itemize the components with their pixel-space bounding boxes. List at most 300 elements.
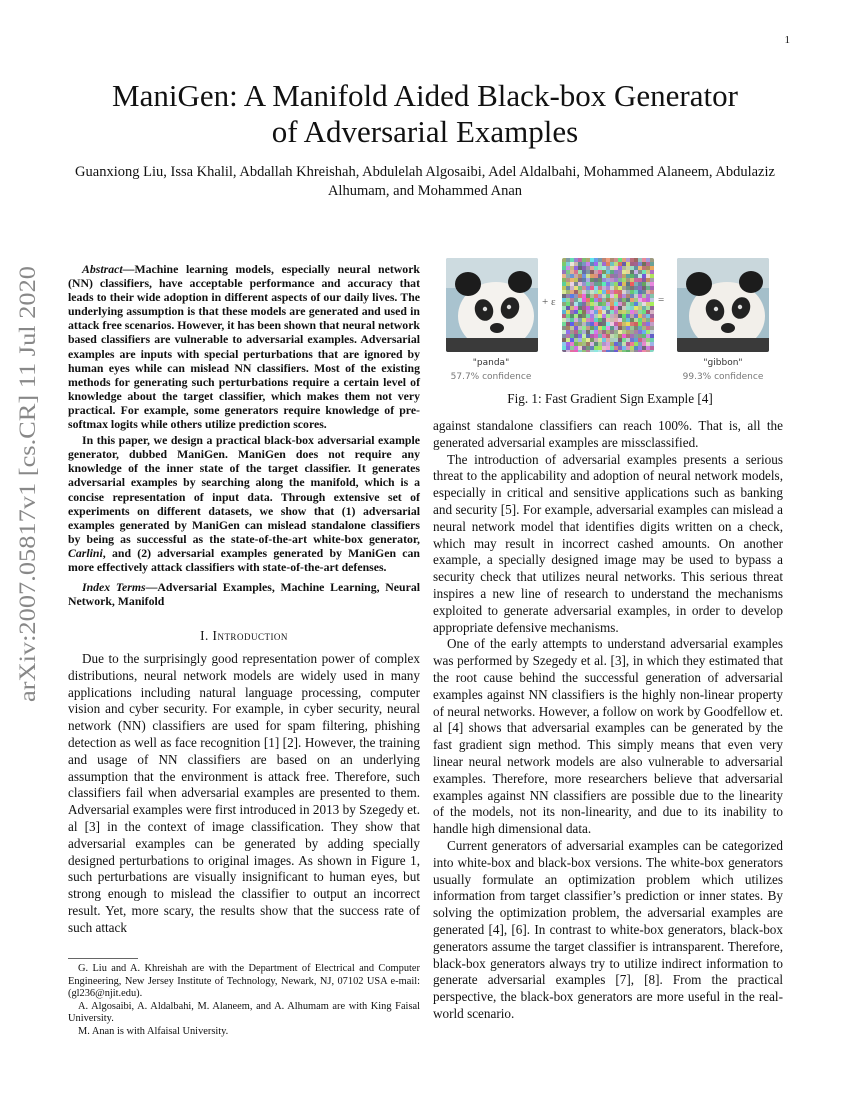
noise-pixel: [602, 314, 606, 318]
noise-pixel: [570, 306, 574, 310]
noise-pixel: [582, 318, 586, 322]
noise-pixel: [570, 298, 574, 302]
noise-pixel: [566, 342, 570, 346]
right-paragraph-1: The introduction of adversarial examples presents a serious threat to the applicability and adoption of neural network models, especially in critical and sensitive applications such as banking and security [5]. For example, adversarial examples can mislead a neural network model that identifies digits written on a check, which may result in incorrect cashed amounts. On another example, a specially designed image may be used to bypass a security check that utilizes neural networks. This serious threat inspires a new line of research to understand the mechanisms exploited to generate adversarial examples, in order to develop appropriate defensive mechanisms.: [433, 451, 783, 635]
noise-pixel: [594, 334, 598, 338]
noise-pixel: [594, 314, 598, 318]
noise-pixel: [614, 338, 618, 342]
noise-pixel: [594, 302, 598, 306]
noise-pixel: [586, 314, 590, 318]
noise-pixel: [646, 290, 650, 294]
noise-pixel: [610, 286, 614, 290]
noise-pixel: [606, 326, 610, 330]
noise-pixel: [610, 306, 614, 310]
noise-pixel: [638, 318, 642, 322]
noise-pixel: [582, 258, 586, 262]
noise-pixel: [606, 282, 610, 286]
noise-pixel: [582, 330, 586, 334]
noise-pixel: [598, 294, 602, 298]
noise-pixel: [570, 278, 574, 282]
noise-pixel: [610, 290, 614, 294]
noise-pixel: [590, 298, 594, 302]
noise-pixel: [626, 278, 630, 282]
noise-pixel: [570, 286, 574, 290]
noise-pixel: [598, 274, 602, 278]
noise-pixel: [622, 342, 626, 346]
noise-pixel: [614, 298, 618, 302]
noise-pixel: [598, 270, 602, 274]
noise-pixel: [626, 342, 630, 346]
right-paragraph-2: One of the early attempts to understand adversarial examples was performed by Szegedy et al. [3], in which they estimated that the root cause behind the successful generation of adversarial examples against NN classifiers is the highly non-linear property of neural networks. However, a follow on work by Goodfellow et. al [4] shows that adversarial examples can be generated by the fast gradient sign method. This simply means that even very linear neural network models are also vulnerable to adversarial examples. Therefore, more researchers believe that adversarial examples against NN classifiers are possible due to the linearity of the models, not its non-linearity, and due to its inability to handle high dimensional data.: [433, 636, 783, 837]
noise-pixel: [574, 302, 578, 306]
noise-pixel: [586, 290, 590, 294]
page-number: 1: [784, 34, 790, 46]
noise-pixel: [594, 270, 598, 274]
noise-pixel: [634, 314, 638, 318]
noise-pixel: [626, 346, 630, 350]
noise-pixel: [602, 338, 606, 342]
noise-pixel: [578, 346, 582, 350]
noise-pixel: [570, 302, 574, 306]
noise-pixel: [630, 326, 634, 330]
noise-pixel: [562, 298, 566, 302]
noise-pixel: [642, 258, 646, 262]
noise-pixel: [626, 298, 630, 302]
noise-pixel: [638, 322, 642, 326]
noise-pixel: [594, 294, 598, 298]
noise-pixel: [606, 262, 610, 266]
noise-pixel: [586, 270, 590, 274]
noise-pixel: [562, 266, 566, 270]
noise-pixel: [594, 342, 598, 346]
noise-pixel: [578, 318, 582, 322]
noise-pixel: [610, 342, 614, 346]
noise-pixel: [570, 346, 574, 350]
noise-pixel: [574, 310, 578, 314]
noise-pixel: [578, 310, 582, 314]
noise-pixel: [606, 346, 610, 350]
noise-pixel: [618, 290, 622, 294]
noise-pixel: [598, 326, 602, 330]
noise-pixel: [598, 338, 602, 342]
noise-pixel: [562, 302, 566, 306]
noise-pixel: [582, 262, 586, 266]
noise-pixel: [570, 350, 574, 352]
noise-pixel: [606, 258, 610, 262]
noise-pixel: [650, 338, 654, 342]
noise-pixel: [574, 342, 578, 346]
noise-pixel: [590, 286, 594, 290]
arxiv-side-stamp: [2, 262, 48, 702]
noise-pixel: [630, 302, 634, 306]
noise-pixel: [606, 350, 610, 352]
noise-pixel: [570, 262, 574, 266]
noise-pixel: [594, 326, 598, 330]
noise-pixel: [602, 322, 606, 326]
noise-pixel: [586, 286, 590, 290]
noise-pixel: [618, 310, 622, 314]
noise-pixel: [646, 306, 650, 310]
noise-pixel: [642, 278, 646, 282]
noise-pixel: [566, 350, 570, 352]
noise-pixel: [646, 318, 650, 322]
noise-pixel: [574, 346, 578, 350]
noise-pixel: [606, 338, 610, 342]
noise-pixel: [618, 270, 622, 274]
noise-pixel: [614, 286, 618, 290]
noise-pixel: [562, 310, 566, 314]
abstract-text-2b: , and (2) adversarial examples generated by ManiGen can more effectively attack classifiers with state-of-the-art defenses.: [68, 545, 420, 574]
noise-pixel: [574, 262, 578, 266]
noise-pixel: [566, 266, 570, 270]
noise-pixel: [614, 262, 618, 266]
noise-pixel: [650, 294, 654, 298]
noise-pixel: [610, 294, 614, 298]
noise-pixel: [602, 286, 606, 290]
noise-pixel: [606, 302, 610, 306]
noise-pixel: [562, 334, 566, 338]
noise-pixel: [566, 346, 570, 350]
noise-pixel: [590, 278, 594, 282]
noise-pixel: [622, 346, 626, 350]
noise-pixel: [602, 294, 606, 298]
noise-pixel: [598, 262, 602, 266]
noise-pixel: [566, 282, 570, 286]
gibbon-confidence: 99.3% confidence: [682, 372, 764, 382]
right-paragraph-0: against standalone classifiers can reach 100%. That is, all the generated adversarial examples are missclassified.: [433, 418, 783, 450]
noise-pixel: [626, 286, 630, 290]
noise-pixel: [626, 262, 630, 266]
noise-pixel: [646, 274, 650, 278]
noise-pixel: [586, 302, 590, 306]
noise-pixel: [582, 270, 586, 274]
noise-pixel: [578, 306, 582, 310]
noise-pixel: [638, 274, 642, 278]
noise-pixel: [622, 302, 626, 306]
noise-pixel: [650, 346, 654, 350]
noise-pixel: [566, 322, 570, 326]
noise-pixel: [638, 338, 642, 342]
noise-pixel: [650, 266, 654, 270]
noise-pixel: [590, 310, 594, 314]
noise-pixel: [646, 330, 650, 334]
noise-pixel: [634, 326, 638, 330]
noise-pixel: [602, 342, 606, 346]
noise-pixel: [570, 318, 574, 322]
noise-pixel: [574, 322, 578, 326]
noise-pixel: [562, 286, 566, 290]
noise-pixel: [618, 350, 622, 352]
noise-pixel: [638, 330, 642, 334]
noise-pixel: [650, 326, 654, 330]
noise-pixel: [614, 270, 618, 274]
noise-pixel: [586, 310, 590, 314]
left-column: [68, 262, 420, 937]
noise-pixel: [650, 262, 654, 266]
noise-pixel: [586, 306, 590, 310]
noise-pixel: [606, 322, 610, 326]
noise-pixel: [622, 318, 626, 322]
noise-pixel: [642, 282, 646, 286]
noise-pixel: [598, 258, 602, 262]
noise-pixel: [646, 298, 650, 302]
noise-pixel: [614, 294, 618, 298]
noise-pixel: [570, 270, 574, 274]
noise-pixel: [590, 270, 594, 274]
noise-pixel: [594, 350, 598, 352]
noise-pixel: [582, 298, 586, 302]
noise-pixel: [594, 338, 598, 342]
noise-pixel: [606, 294, 610, 298]
abstract-text-1: —Machine learning models, especially neural network (NN) classifiers, have acceptable performance and accuracy that leads to their wide adoption in different aspects of our daily lives. The underlying assumption is that these models are generated and used in attack free scenarios. However, it has been shown that neural network based classifiers are vulnerable to adversarial examples. Adversarial examples are inputs with special perturbations that are ignored by human eyes while can mislead NN classifiers. Most of the existing methods for generating such perturbations require a certain level of knowledge about the target classifier, which makes them not very practical. For example, some generators require knowledge of pre-softmax logits while others utilize prediction scores.: [68, 262, 420, 432]
noise-pixel: [562, 258, 566, 262]
noise-pixel: [594, 282, 598, 286]
figure-1: [440, 258, 780, 408]
noise-pixel: [594, 318, 598, 322]
noise-pixel: [634, 322, 638, 326]
noise-pixel: [634, 262, 638, 266]
noise-pixel: [610, 274, 614, 278]
noise-pixel: [630, 318, 634, 322]
noise-pixel: [630, 270, 634, 274]
noise-pixel: [606, 286, 610, 290]
noise-pixel: [618, 346, 622, 350]
noise-pixel: [586, 334, 590, 338]
noise-pixel: [562, 346, 566, 350]
noise-pixel: [634, 350, 638, 352]
noise-pixel: [610, 266, 614, 270]
noise-pixel: [602, 306, 606, 310]
noise-pixel: [582, 290, 586, 294]
noise-pixel: [630, 346, 634, 350]
noise-pixel: [642, 350, 646, 352]
noise-pixel: [650, 274, 654, 278]
noise-pixel: [642, 298, 646, 302]
noise-pixel: [622, 258, 626, 262]
noise-pixel: [634, 338, 638, 342]
noise-pixel: [594, 266, 598, 270]
noise-pixel: [646, 310, 650, 314]
noise-pixel: [638, 346, 642, 350]
noise-pixel: [578, 258, 582, 262]
noise-pixel: [610, 282, 614, 286]
noise-pixel: [602, 262, 606, 266]
paper-title: [60, 78, 790, 150]
noise-pixel: [622, 278, 626, 282]
noise-pixel: [586, 322, 590, 326]
noise-pixel: [646, 294, 650, 298]
noise-pixel: [562, 326, 566, 330]
noise-pixel: [562, 338, 566, 342]
noise-pixel: [614, 318, 618, 322]
noise-pixel: [618, 282, 622, 286]
noise-pixel: [650, 306, 654, 310]
noise-pixel: [606, 342, 610, 346]
noise-pixel: [630, 330, 634, 334]
noise-pixel: [638, 342, 642, 346]
noise-pixel: [618, 286, 622, 290]
noise-pixel: [622, 330, 626, 334]
noise-pixel: [626, 282, 630, 286]
noise-pixel: [582, 274, 586, 278]
noise-pixel: [630, 322, 634, 326]
adversarial-panda-image: [677, 258, 769, 352]
noise-pixel: [626, 338, 630, 342]
noise-pixel: [610, 346, 614, 350]
noise-pixel: [606, 266, 610, 270]
noise-pixel: [650, 318, 654, 322]
noise-pixel: [614, 310, 618, 314]
noise-pixel: [574, 334, 578, 338]
noise-pixel: [642, 330, 646, 334]
index-terms: [68, 580, 420, 608]
noise-pixel: [590, 330, 594, 334]
noise-pixel: [570, 342, 574, 346]
noise-pixel: [610, 334, 614, 338]
noise-pixel: [650, 350, 654, 352]
noise-pixel: [578, 330, 582, 334]
noise-pixel: [582, 338, 586, 342]
noise-pixel: [562, 278, 566, 282]
noise-pixel: [586, 326, 590, 330]
noise-pixel: [634, 330, 638, 334]
footnote-2: A. Algosaibi, A. Aldalbahi, M. Alaneem, and A. Alhumam are with King Faisal University.: [68, 1000, 420, 1025]
noise-pixel: [566, 270, 570, 274]
noise-pixel: [594, 322, 598, 326]
noise-pixel: [606, 290, 610, 294]
author-list: Guanxiong Liu, Issa Khalil, Abdallah Khreishah, Abdulelah Algosaibi, Adel Aldalbahi, Mohammed Alaneem, Abdulaziz Alhumam, and Mohammed Anan: [75, 164, 775, 199]
plus-epsilon-operator: + ε: [542, 296, 556, 308]
noise-pixel: [582, 266, 586, 270]
noise-pixel: [570, 294, 574, 298]
noise-pixel: [646, 322, 650, 326]
noise-pixel: [622, 290, 626, 294]
noise-pixel: [622, 322, 626, 326]
noise-pixel: [590, 342, 594, 346]
noise-pixel: [646, 302, 650, 306]
section-heading-introduction: I. Introduction: [200, 628, 288, 644]
noise-pixel: [638, 262, 642, 266]
noise-pixel: [562, 282, 566, 286]
noise-pixel: [566, 310, 570, 314]
title-line-1: ManiGen: A Manifold Aided Black-box Generator: [112, 78, 738, 113]
noise-pixel: [570, 338, 574, 342]
noise-pixel: [598, 314, 602, 318]
noise-pixel: [582, 326, 586, 330]
noise-pixel: [562, 290, 566, 294]
noise-pixel: [650, 310, 654, 314]
noise-pixel: [646, 314, 650, 318]
noise-pixel: [574, 326, 578, 330]
noise-pixel: [630, 290, 634, 294]
noise-pixel: [634, 334, 638, 338]
noise-pixel: [626, 310, 630, 314]
noise-pixel: [630, 294, 634, 298]
noise-pixel: [586, 330, 590, 334]
noise-pixel: [590, 338, 594, 342]
noise-pixel: [626, 314, 630, 318]
noise-pixel: [578, 338, 582, 342]
noise-pixel: [646, 326, 650, 330]
noise-pixel: [594, 310, 598, 314]
noise-pixel: [646, 338, 650, 342]
noise-pixel: [582, 350, 586, 352]
noise-pixel: [586, 338, 590, 342]
noise-pixel: [622, 338, 626, 342]
noise-pixel: [642, 306, 646, 310]
noise-pixel: [594, 290, 598, 294]
noise-pixel: [578, 298, 582, 302]
noise-pixel: [586, 350, 590, 352]
noise-pixel: [638, 270, 642, 274]
noise-pixel: [594, 298, 598, 302]
noise-pixel: [626, 266, 630, 270]
noise-pixel: [618, 278, 622, 282]
noise-pixel: [618, 294, 622, 298]
noise-pixel: [602, 270, 606, 274]
noise-pixel: [586, 282, 590, 286]
noise-pixel: [606, 314, 610, 318]
noise-pixel: [598, 266, 602, 270]
noise-pixel: [642, 290, 646, 294]
noise-pixel: [594, 286, 598, 290]
noise-pixel: [642, 326, 646, 330]
index-terms-text: —Adversarial Examples, Machine Learning, Neural Network, Manifold: [68, 580, 420, 609]
abstract-paragraph-1: [68, 262, 420, 431]
noise-pixel: [610, 326, 614, 330]
noise-pixel: [574, 306, 578, 310]
noise-pixel: [566, 262, 570, 266]
noise-pixel: [582, 346, 586, 350]
noise-pixel: [590, 282, 594, 286]
noise-pixel: [614, 306, 618, 310]
noise-pixel: [586, 298, 590, 302]
noise-pixel: [570, 274, 574, 278]
noise-pixel: [626, 258, 630, 262]
noise-pixel: [626, 270, 630, 274]
noise-pixel: [570, 314, 574, 318]
noise-pixel: [622, 286, 626, 290]
noise-pixel: [566, 274, 570, 278]
noise-pixel: [618, 334, 622, 338]
noise-pixel: [598, 302, 602, 306]
noise-pixel: [598, 282, 602, 286]
noise-pixel: [650, 342, 654, 346]
noise-pixel: [630, 314, 634, 318]
noise-pixel: [622, 266, 626, 270]
noise-pixel: [634, 294, 638, 298]
noise-pixel: [626, 350, 630, 352]
right-paragraph-3: Current generators of adversarial examples can be categorized into white-box and black-box versions. The white-box generators usually formulate an optimization problem which utilizes information from target classifier’s prediction or inner states. By solving the optimization problem, the adversarial examples are generated [4], [6]. In contrast to white-box generators, black-box generators assume the target classifier is intransparent. Therefore, black-box generators always try to utilize indirect information to generate adversarial examples [7], [8]. From the practical perspective, the black-box generators are more useful in the real-world scenario.: [433, 837, 783, 1021]
noise-pixel: [634, 298, 638, 302]
noise-pixel: [634, 270, 638, 274]
footnotes: [68, 963, 420, 1039]
noise-pixel: [630, 338, 634, 342]
noise-pixel: [650, 290, 654, 294]
noise-pixel: [618, 330, 622, 334]
noise-pixel: [614, 258, 618, 262]
noise-pixel: [578, 278, 582, 282]
noise-pixel: [562, 342, 566, 346]
noise-pixel: [614, 290, 618, 294]
noise-pixel: [590, 258, 594, 262]
noise-pixel: [606, 270, 610, 274]
noise-pixel: [562, 330, 566, 334]
noise-pixel: [578, 294, 582, 298]
noise-pixel: [590, 262, 594, 266]
noise-pixel: [622, 262, 626, 266]
noise-pixel: [618, 258, 622, 262]
